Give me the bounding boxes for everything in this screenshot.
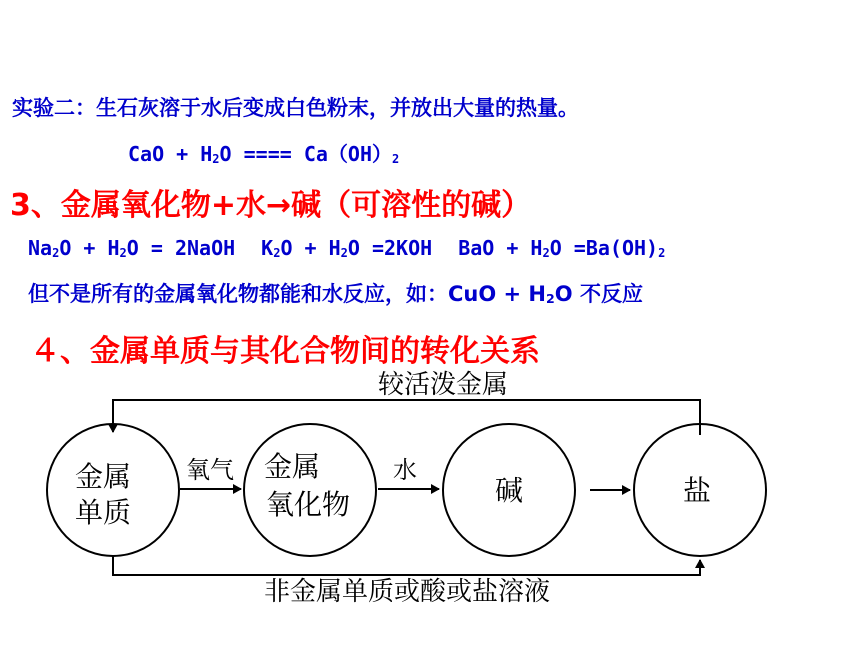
arrow-water-label: 水 — [393, 456, 417, 484]
base-equations — [28, 236, 665, 260]
node-metal-line1: 金属 — [74, 460, 132, 493]
k2o-equation: $K_2O + H_2O =2KOH$ — [261, 236, 433, 260]
top-loop-arrow — [113, 400, 700, 435]
cao-water-equation: CaO + $H_2O$ ==== $Ca(OH)_2$ — [128, 142, 400, 166]
node-salt-label: 盐 — [682, 474, 712, 507]
experiment2-text: 实验二：生石灰溶于水后变成白色粉末，并放出大量的热量。 — [12, 96, 579, 120]
heading-4: ４、金属单质与其化合物间的转化关系 — [30, 334, 540, 369]
bao-equation: BaO + $H_2O =Ba(OH)_2$ — [458, 236, 666, 260]
na2o-equation: $Na_2O + H_2O$ = 2NaOH — [28, 236, 236, 260]
exception-note: 但不是所有的金属氧化物都能和水反应，如：CuO + $H_2O$ 不反应 — [28, 282, 643, 306]
top-loop-label: 较活泼金属 — [377, 370, 509, 400]
node-oxide-line1: 金属 — [263, 450, 321, 483]
conversion-diagram — [0, 360, 860, 645]
heading-3: 3、金属氧化物+水→碱（可溶性的碱） — [10, 188, 532, 223]
bottom-loop-arrow — [113, 556, 700, 575]
node-base-label: 碱 — [494, 474, 524, 507]
node-oxide-line2: 氧化物 — [265, 488, 351, 521]
bottom-loop-label: 非金属单质或酸或盐溶液 — [263, 577, 551, 607]
arrow-oxygen-label: 氧气 — [186, 456, 234, 484]
node-metal-line2: 单质 — [74, 496, 132, 529]
